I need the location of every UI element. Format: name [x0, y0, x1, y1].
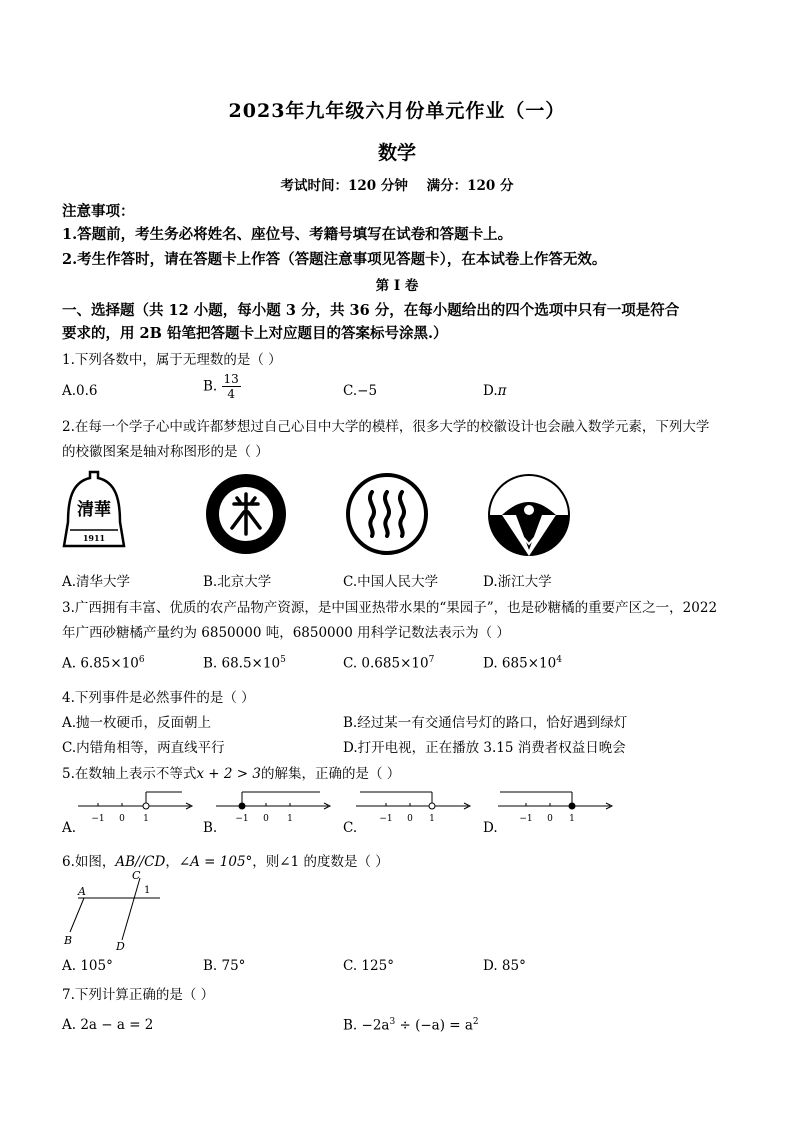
tick-label-1: 1: [287, 814, 293, 824]
label-c: C: [132, 869, 141, 882]
q5-option-c: C.: [343, 820, 358, 836]
q5-stem-suffix: 的解集，正确的是（ ）: [260, 766, 401, 782]
q5-inequality: x + 2 > 3: [196, 766, 261, 782]
pi-symbol: π: [497, 383, 507, 399]
tsinghua-logo-year: 1911: [82, 533, 106, 543]
tick-label-neg1: −1: [91, 814, 105, 824]
q2-option-a: A.清华大学: [62, 574, 131, 590]
q2-stem-line1: 2.在每一个学子心中或许都梦想过自己心目中大学的模样，很多大学的校徽设计也会融入数学元素，下列大学: [62, 419, 710, 435]
subject-title: 数学: [377, 142, 416, 164]
notes-heading: 注意事项：: [62, 203, 135, 220]
q3-b-base: B. 68.5×10: [203, 655, 281, 672]
volume-title: 第 I 卷: [375, 278, 419, 294]
q1-stem: 1.下列各数中，属于无理数的是（ ）: [62, 352, 282, 368]
label-a: A: [78, 885, 86, 898]
q2-option-c: C.中国人民大学: [343, 574, 439, 590]
q3-option-d: [483, 655, 562, 672]
fraction-denominator: 4: [227, 387, 235, 401]
label-b: B: [64, 934, 73, 947]
q6-option-d: D. 85°: [483, 958, 526, 974]
number-line-d: [496, 786, 616, 828]
q1-option-c: C.−5: [343, 383, 378, 399]
tick-label-0: 0: [547, 814, 553, 824]
q3-c-base: C. 0.685×10: [343, 655, 429, 672]
q1-option-b: [203, 372, 241, 401]
q1-option-b-label: B.: [203, 378, 218, 395]
q6-option-a: A. 105°: [62, 958, 113, 974]
q1-option-d: [483, 383, 507, 399]
q6-angle-expr: ∠A = 105°: [178, 854, 253, 870]
q7-b-part1: B. −2a: [343, 1017, 390, 1034]
q6-geometry-figure: [60, 866, 170, 956]
notes-item-1: 1.答题前，考生务必将姓名、座位号、考籍号填写在试卷和答题卡上。: [62, 226, 513, 243]
tick-label-1: 1: [143, 814, 149, 824]
tick-label-0: 0: [407, 814, 413, 824]
tsinghua-logo: [62, 470, 126, 550]
q5-option-b: B.: [203, 820, 218, 836]
q5-option-a: A.: [62, 820, 77, 836]
q7-b-exponent2: 2: [472, 1017, 479, 1027]
zhejiang-logo: [486, 472, 572, 558]
tick-label-0: 0: [119, 814, 125, 824]
q3-a-exponent: 6: [138, 655, 145, 665]
tick-label-0: 0: [263, 814, 269, 824]
q6-stem-suffix: ，则∠1 的度数是（ ）: [252, 854, 389, 870]
fraction-numerator: 13: [223, 372, 239, 386]
tick-label-neg1: −1: [519, 814, 533, 824]
exam-info: 考试时间：120 分钟 满分：120 分: [280, 178, 514, 194]
q3-d-exponent: 4: [556, 655, 562, 665]
q3-b-exponent: 5: [280, 655, 286, 665]
q6-option-c: C. 125°: [343, 958, 394, 974]
q4-option-c: C.内错角相等，两直线平行: [62, 740, 225, 756]
q7-stem: 7.下列计算正确的是（ ）: [62, 987, 215, 1003]
q7-b-part2: ÷ (−a) = a: [395, 1017, 473, 1034]
q4-stem: 4.下列事件是必然事件的是（ ）: [62, 690, 255, 706]
q6-stem-comma: ，: [165, 854, 179, 870]
renmin-logo: [345, 472, 429, 556]
tick-label-1: 1: [429, 814, 435, 824]
q1-option-d-label: D.: [483, 383, 498, 399]
q3-option-b: [203, 655, 286, 672]
exam-title: 2023年九年级六月份单元作业（一）: [228, 100, 566, 122]
peking-logo: [204, 472, 288, 556]
q2-option-d: D.浙江大学: [483, 574, 552, 590]
number-line-c: [354, 786, 474, 828]
tick-label-neg1: −1: [235, 814, 249, 824]
q3-c-exponent: 7: [428, 655, 435, 665]
tick-label-1: 1: [569, 814, 575, 824]
tsinghua-logo-chars: 清華: [77, 500, 111, 520]
q4-option-d: D.打开电视，正在播放 3.15 消费者权益日晚会: [343, 740, 626, 756]
section1-line2: 要求的，用 2B 铅笔把答题卡上对应题目的答案标号涂黑.）: [62, 325, 448, 342]
q1-option-b-fraction: [222, 372, 241, 401]
q5-option-d: D.: [483, 820, 498, 836]
tick-label-neg1: −1: [379, 814, 393, 824]
q3-option-a: [62, 655, 145, 672]
q3-a-base: A. 6.85×10: [62, 655, 139, 672]
q7-option-a: A. 2a − a = 2: [62, 1017, 154, 1033]
q4-option-b: B.经过某一有交通信号灯的路口，恰好遇到绿灯: [343, 715, 628, 731]
notes-item-2: 2.考生作答时，请在答题卡上作答（答题注意事项见答题卡），在本试卷上作答无效。: [62, 251, 607, 268]
q6-option-b: B. 75°: [203, 958, 246, 974]
q3-option-c: [343, 655, 434, 672]
q6-stem-prefix: 6.如图，: [62, 854, 116, 870]
number-line-a: [76, 786, 196, 828]
label-angle-1: 1: [144, 885, 151, 896]
q7-option-b: [343, 1017, 479, 1034]
q3-stem-line2: 年广西砂糖橘产量约为 6850000 吨，6850000 用科学记数法表示为（ ）: [62, 625, 510, 641]
label-d: D: [116, 940, 125, 953]
q4-option-a: A.抛一枚硬币，反面朝上: [62, 715, 212, 731]
q3-stem-line1: 3.广西拥有丰富、优质的农产品物产资源，是中国亚热带水果的“果园子”，也是砂糖橘的重要产区之一，2022: [62, 600, 718, 616]
number-line-b: [214, 786, 334, 828]
q2-stem-line2: 的校徽图案是轴对称图形的是（ ）: [62, 444, 269, 460]
q6-parallel-expr: AB//CD: [115, 854, 166, 870]
q5-stem-prefix: 5.在数轴上表示不等式: [62, 766, 197, 782]
q1-option-a: A.0.6: [62, 383, 98, 399]
q2-option-b: B.北京大学: [203, 574, 272, 590]
q7-b-exponent1: 3: [389, 1017, 396, 1027]
q5-stem: [62, 762, 400, 782]
section1-line1: 一、选择题（共 12 小题，每小题 3 分，共 36 分，在每小题给出的四个选项中只有一项是符合: [62, 302, 680, 319]
q3-d-base: D. 685×10: [483, 655, 557, 672]
